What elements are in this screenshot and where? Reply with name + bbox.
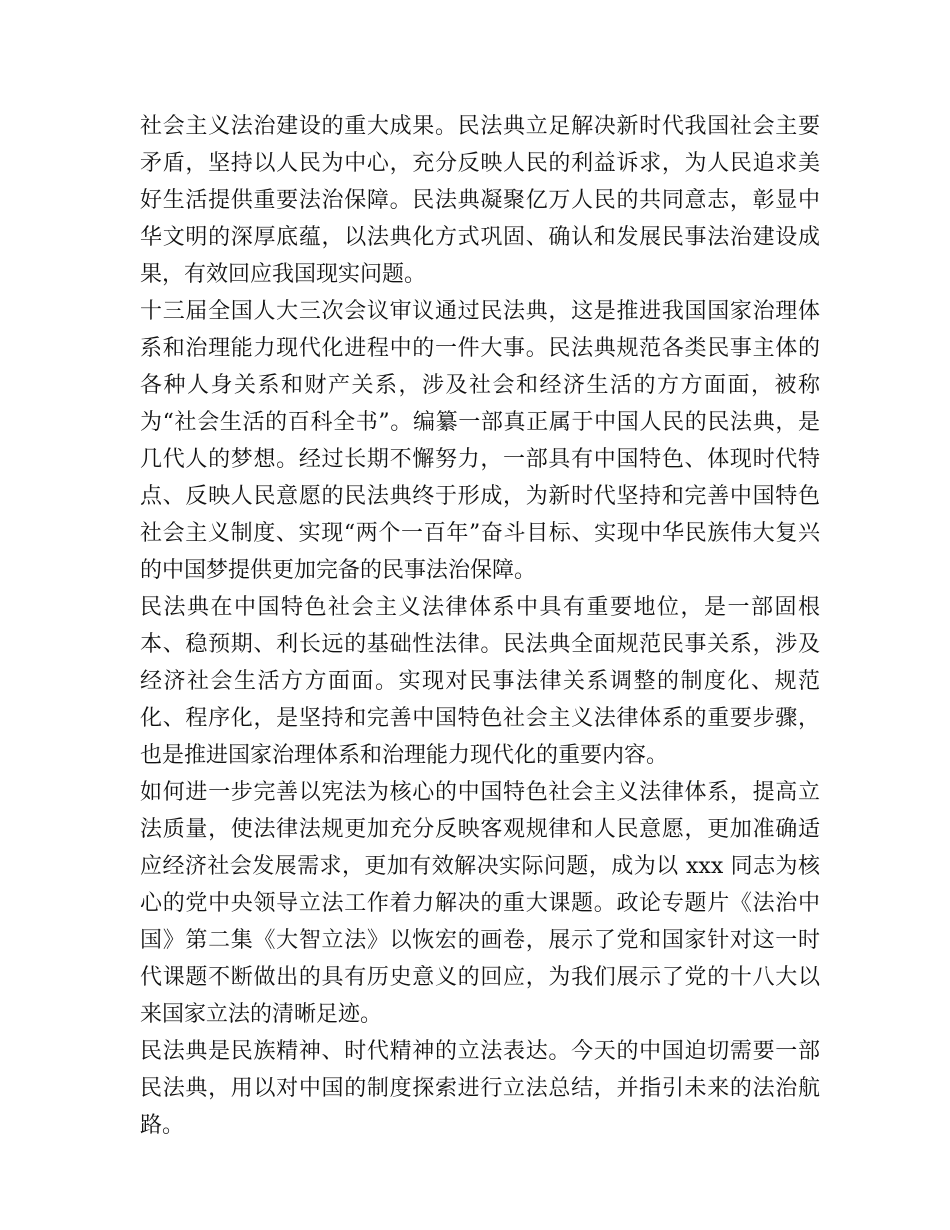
paragraph-4: 如何进一步完善以宪法为核心的中国特色社会主义法律体系，提高立法质量，使法律法规更加充分反映客观规律和人民意愿，更加准确适应经济社会发展需求，更加有效解决实际问题，成为以 xxx 同志为核心的党中央领导立法工作着力解决的重大课题。政论专题片《法治中国》第二集《大智立法》以恢宏的画卷，展示了党和国家针对这一时代课题不断做出的具有历史意义的回应，为我们展示了党的十八大以来国家立法的清晰足迹。 (140, 780, 820, 1027)
paragraph-5: 民法典是民族精神、时代精神的立法表达。今天的中国迫切需要一部民法典，用以对中国的制度探索进行立法总结，并指引未来的法治航路。 (140, 1039, 820, 1138)
paragraph-2: 十三届全国人大三次会议审议通过民法典，这是推进我国国家治理体系和治理能力现代化进程中的一件大事。民法典规范各类民事主体的各种人身关系和财产关系，涉及社会和经济生活的方方面面，被称为“社会生活的百科全书”。编纂一部真正属于中国人民的民法典，是几代人的梦想。经过长期不懈努力，一部具有中国特色、体现时代特点、反映人民意愿的民法典终于形成，为新时代坚持和完善中国特色社会主义制度、实现“两个一百年”奋斗目标、实现中华民族伟大复兴的中国梦提供更加完备的民事法治保障。 (140, 299, 820, 583)
paragraph-1: 社会主义法治建设的重大成果。民法典立足解决新时代我国社会主要矛盾，坚持以人民为中心，充分反映人民的利益诉求，为人民追求美好生活提供重要法治保障。民法典凝聚亿万人民的共同意志，彰显中华文明的深厚底蕴，以法典化方式巩固、确认和发展民事法治建设成果，有效回应我国现实问题。 (140, 114, 820, 287)
paragraph-3: 民法典在中国特色社会主义法律体系中具有重要地位，是一部固根本、稳预期、利长远的基础性法律。民法典全面规范民事关系，涉及经济社会生活方方面面。实现对民事法律关系调整的制度化、规范化、程序化，是坚持和完善中国特色社会主义法律体系的重要步骤，也是推进国家治理体系和治理能力现代化的重要内容。 (140, 595, 820, 768)
document-body (140, 108, 820, 1144)
